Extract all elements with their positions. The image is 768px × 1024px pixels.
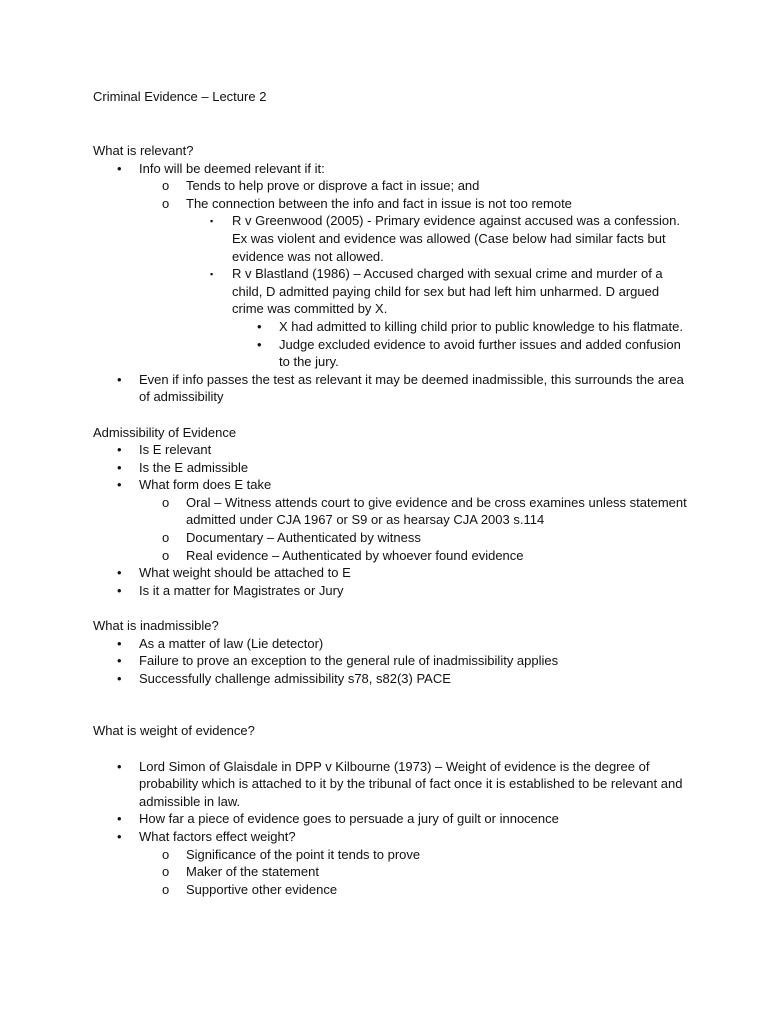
list-item-text: Even if info passes the test as relevant it may be deemed inadmissible, this surrounds the area of admissibility xyxy=(139,371,684,405)
bullet-marker: • xyxy=(117,477,122,493)
list-item-text: Supportive other evidence xyxy=(186,881,338,897)
list-item xyxy=(117,441,693,459)
section-heading-admissibility: Admissibility of Evidence xyxy=(93,424,237,440)
bullet-list xyxy=(93,441,693,599)
list-item-text: Successfully challenge admissibility s78, s82(3) PACE xyxy=(139,670,451,686)
list-item xyxy=(117,635,693,653)
list-item xyxy=(117,810,693,828)
circle-marker: o xyxy=(162,494,170,510)
bullet-marker: • xyxy=(117,811,122,827)
list-item xyxy=(162,177,693,195)
list-item-text: X had admitted to killing child prior to public knowledge to his flatmate. xyxy=(279,318,683,334)
circle-marker: o xyxy=(162,846,170,862)
list-item-text: Is the E admissible xyxy=(139,459,249,475)
list-item xyxy=(117,564,693,582)
list-item-text: How far a piece of evidence goes to persuade a jury of guilt or innocence xyxy=(139,811,559,827)
list-item-text: As a matter of law (Lie detector) xyxy=(139,635,324,651)
section-heading-weight: What is weight of evidence? xyxy=(93,723,255,739)
list-item xyxy=(117,670,693,688)
list-item-text: Real evidence – Authenticated by whoever found evidence xyxy=(186,547,524,563)
circle-marker: o xyxy=(162,881,170,897)
list-item-text: The connection between the info and fact in issue is not too remote xyxy=(186,195,572,211)
list-item xyxy=(117,828,693,846)
square-marker: ▪ xyxy=(210,216,214,227)
list-item xyxy=(257,318,693,336)
circle-marker: o xyxy=(162,178,170,194)
list-item xyxy=(162,529,693,547)
list-item xyxy=(162,195,693,213)
list-item xyxy=(210,212,693,265)
list-item xyxy=(117,758,693,811)
list-item-text: Significance of the point it tends to prove xyxy=(186,846,421,862)
bullet-marker: • xyxy=(117,758,122,774)
list-item-text: Is it a matter for Magistrates or Jury xyxy=(139,582,344,598)
circle-marker: o xyxy=(162,864,170,880)
list-item-text: R v Blastland (1986) – Accused charged with sexual crime and murder of a child, D admitted paying child for sex but had left him unharmed. D argued crime was committed by X. xyxy=(232,266,663,317)
document-title: Criminal Evidence – Lecture 2 xyxy=(93,89,267,104)
list-item xyxy=(162,547,693,565)
bullet-list xyxy=(93,758,693,899)
list-item-text: Maker of the statement xyxy=(186,864,319,880)
circle-marker: o xyxy=(162,547,170,563)
circle-marker: o xyxy=(162,530,170,546)
list-item-text: What weight should be attached to E xyxy=(139,565,351,581)
list-item-text: Failure to prove an exception to the general rule of inadmissibility applies xyxy=(139,653,559,669)
circle-marker: o xyxy=(162,195,170,211)
list-item-text: Info will be deemed relevant if it: xyxy=(139,160,325,176)
list-item xyxy=(117,371,693,406)
bullet-marker: • xyxy=(117,459,122,475)
list-item-text: What factors effect weight? xyxy=(139,828,296,844)
list-item xyxy=(117,582,693,600)
list-item xyxy=(257,336,693,371)
list-item-text: Judge excluded evidence to avoid further issues and added confusion to the jury. xyxy=(279,336,681,370)
list-item xyxy=(162,846,693,864)
bullet-list xyxy=(93,635,693,688)
bullet-marker: • xyxy=(257,336,262,352)
list-item xyxy=(162,863,693,881)
list-item xyxy=(210,265,693,318)
list-item-text: Documentary – Authenticated by witness xyxy=(186,530,421,546)
bullet-marker: • xyxy=(117,582,122,598)
section-heading-inadmissible: What is inadmissible? xyxy=(93,618,219,634)
list-item xyxy=(117,160,693,178)
list-item-text: R v Greenwood (2005) - Primary evidence against accused was a confession. Ex was violent and evidence was allowed (Case below had similar facts but evidence was not allowed. xyxy=(232,213,680,264)
list-item-text: What form does E take xyxy=(139,477,272,493)
list-item-text: Is E relevant xyxy=(139,442,212,458)
list-item xyxy=(162,881,693,899)
square-marker: ▪ xyxy=(210,269,214,280)
list-item xyxy=(117,652,693,670)
bullet-list xyxy=(93,160,693,406)
bullet-marker: • xyxy=(257,318,262,334)
bullet-marker: • xyxy=(117,442,122,458)
bullet-marker: • xyxy=(117,635,122,651)
list-item-text: Lord Simon of Glaisdale in DPP v Kilbourne (1973) – Weight of evidence is the degree of probability which is attached to it by the tribunal of fact once it is established to be relevant and admissible in law. xyxy=(139,758,683,809)
bullet-marker: • xyxy=(117,670,122,686)
list-item xyxy=(117,476,693,494)
list-item-text: Tends to help prove or disprove a fact in issue; and xyxy=(186,178,480,194)
list-item-text: Oral – Witness attends court to give evidence and be cross examines unless statement admitted under CJA 1967 or S9 or as hearsay CJA 2003 s.114 xyxy=(186,494,687,528)
list-item xyxy=(162,494,693,529)
section-heading-relevance: What is relevant? xyxy=(93,143,194,158)
bullet-marker: • xyxy=(117,565,122,581)
document-body xyxy=(93,142,693,898)
bullet-marker: • xyxy=(117,828,122,844)
bullet-marker: • xyxy=(117,653,122,669)
list-item xyxy=(117,459,693,477)
bullet-marker: • xyxy=(117,371,122,387)
bullet-marker: • xyxy=(117,160,122,176)
